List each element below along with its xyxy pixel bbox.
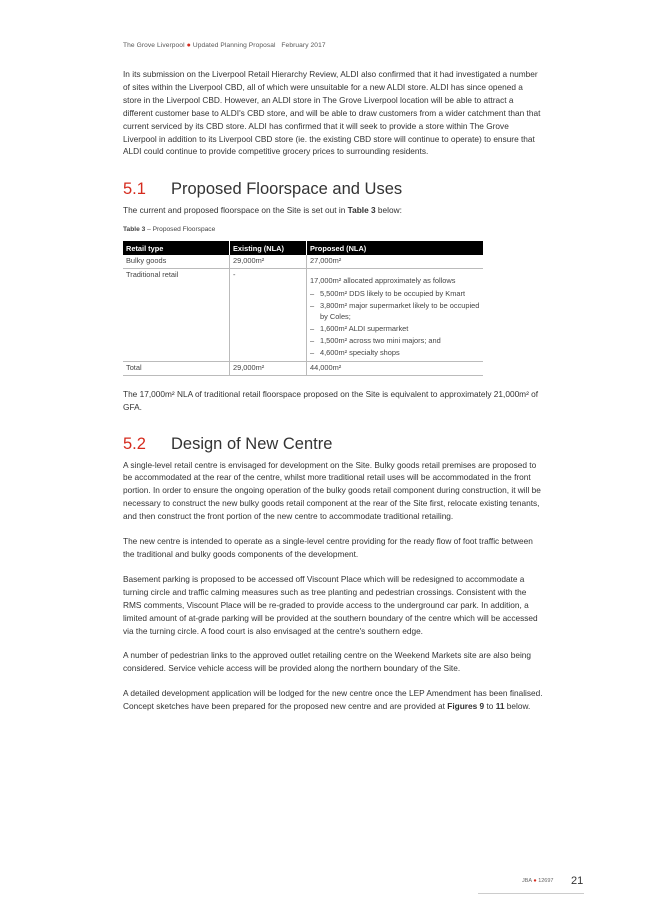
allocation-list [310,289,480,358]
table-cell: 29,000m² [230,362,307,376]
after-table-paragraph: The 17,000m² NLA of traditional retail floorspace proposed on the Site is equivalent to approximately 21,000m² of GFA. [123,388,539,412]
table-cell: 44,000m² [307,362,484,376]
section-number: 5.2 [123,434,146,453]
page-content [123,68,543,713]
list-item: – 1,600m² ALDI supermarket [310,324,480,335]
paragraph: The new centre is intended to operate as a single-level centre providing for the ready flow of foot traffic between the traditional and bulky goods components of the development. [123,536,533,559]
allocation-lead: 17,000m² allocated approximately as follows [310,275,456,285]
section-number: 5.1 [123,180,146,199]
paragraph: A single-level retail centre is envisaged for development on the Site. Bulky goods retail premises are proposed to be accommodated at the rear of the centre, whilst more traditional retail uses will be accommodated in the front portion. In order to ensure the ongoing operation of the bulky goods retail component during construction, it will be necessary to construct the new bulky goods retail component at the rear of the Site first, relocate existing tenants, and then construct the front portion of the new centre to accommodate traditional retailing. [123,459,541,522]
table-cell: Total [123,362,230,376]
section-heading-5-2 [123,434,543,454]
footer-org: JBA [522,878,532,884]
table-caption [123,226,543,233]
header-separator: ● [186,42,191,49]
footer-separator: ● [533,878,537,884]
section-title: Design of New Centre [171,434,333,453]
header-title: Updated Planning Proposal [192,42,276,49]
table-cell: 29,000m² [230,255,307,268]
paragraph-text: to [484,701,496,712]
floorspace-table [123,241,483,376]
section-body [123,459,543,714]
table-cell: Traditional retail [126,269,179,279]
table-cell: 27,000m² [307,255,484,268]
section-title: Proposed Floorspace and Uses [171,180,403,199]
table-row [123,255,483,268]
table-cell [307,268,484,362]
footer-ref [522,878,553,884]
figure-ref: Figures 9 [447,701,485,712]
running-header [123,42,326,49]
intro-paragraph: In its submission on the Liverpool Retail Hierarchy Review, ALDI also confirmed that it had investigated a number of sites within the Liverpool CBD, all of which were unsuitable for a new ALDI store. ALDI has since opened a store in the Liverpool CBD. However, an ALDI store in The Grove Liverpool location will be able to attract a different customer base to ALDI's CBD store, and will be able to draw customers from a wider catchment than that current serviced by its CBD store. ALDI has confirmed that it will seek to provide a store within The Grove Liverpool in addition to its Liverpool CBD store (ie. the existing CBD store will continue to operate) to ensure that ALDI could continue to provide competitive grocery prices to surrounding residents. [123,69,541,157]
list-item: – 4,600m² specialty shops [310,348,480,359]
header-doc: The Grove Liverpool [123,42,185,49]
table-total-row [123,362,483,376]
table-cell: - [230,268,307,362]
list-item: – 3,800m² major supermarket likely to be occupied by Coles; [310,301,480,322]
table-cell: Bulky goods [123,255,230,268]
page-number: 21 [571,875,584,887]
footer-job: 12697 [538,878,554,884]
caption-text: – Proposed Floorspace [147,226,216,234]
section-heading-5-1 [123,179,543,199]
list-item: – 5,500m² DDS likely to be occupied by Kmart [310,289,480,300]
table-header: Retail type [123,241,230,255]
figure-ref: 11 [495,701,505,712]
section-lead: The current and proposed floorspace on the Site is set out in Table 3 below: [123,205,402,216]
footer-rule [478,893,584,894]
paragraph [123,687,543,713]
paragraph-text: A detailed development application will be lodged for the new centre once the LEP Amendment has been finalised. Concept sketches have been prepared for the proposed new centre and are provided at [123,688,543,712]
table-row [123,268,483,362]
table-header-row [123,241,483,255]
table-header: Proposed (NLA) [307,241,484,255]
paragraph: A number of pedestrian links to the approved outlet retailing centre on the Weekend Markets site are also being considered. Service vehicle access will be provided along the northern boundary of the Site. [123,650,532,674]
paragraph-text: below. [504,701,531,712]
header-date: February 2017 [281,42,326,49]
table-header: Existing (NLA) [230,241,307,255]
paragraph: Basement parking is proposed to be accessed off Viscount Place which will be redesigned to accommodate a turning circle and traffic calming measures such as tree planting and pedestrian crossings. Consistent with the RMS comments, Viscount Place will be re-graded to provide access to the underground car park. In addition, a limited amount of at-grade parking will be provided at the southern boundary of the centre which will be accessed via the turning circle. A food court is also envisaged at the centre's southern edge. [123,573,538,636]
caption-label: Table 3 [123,226,146,234]
list-item: – 1,500m² across two mini majors; and [310,336,480,347]
